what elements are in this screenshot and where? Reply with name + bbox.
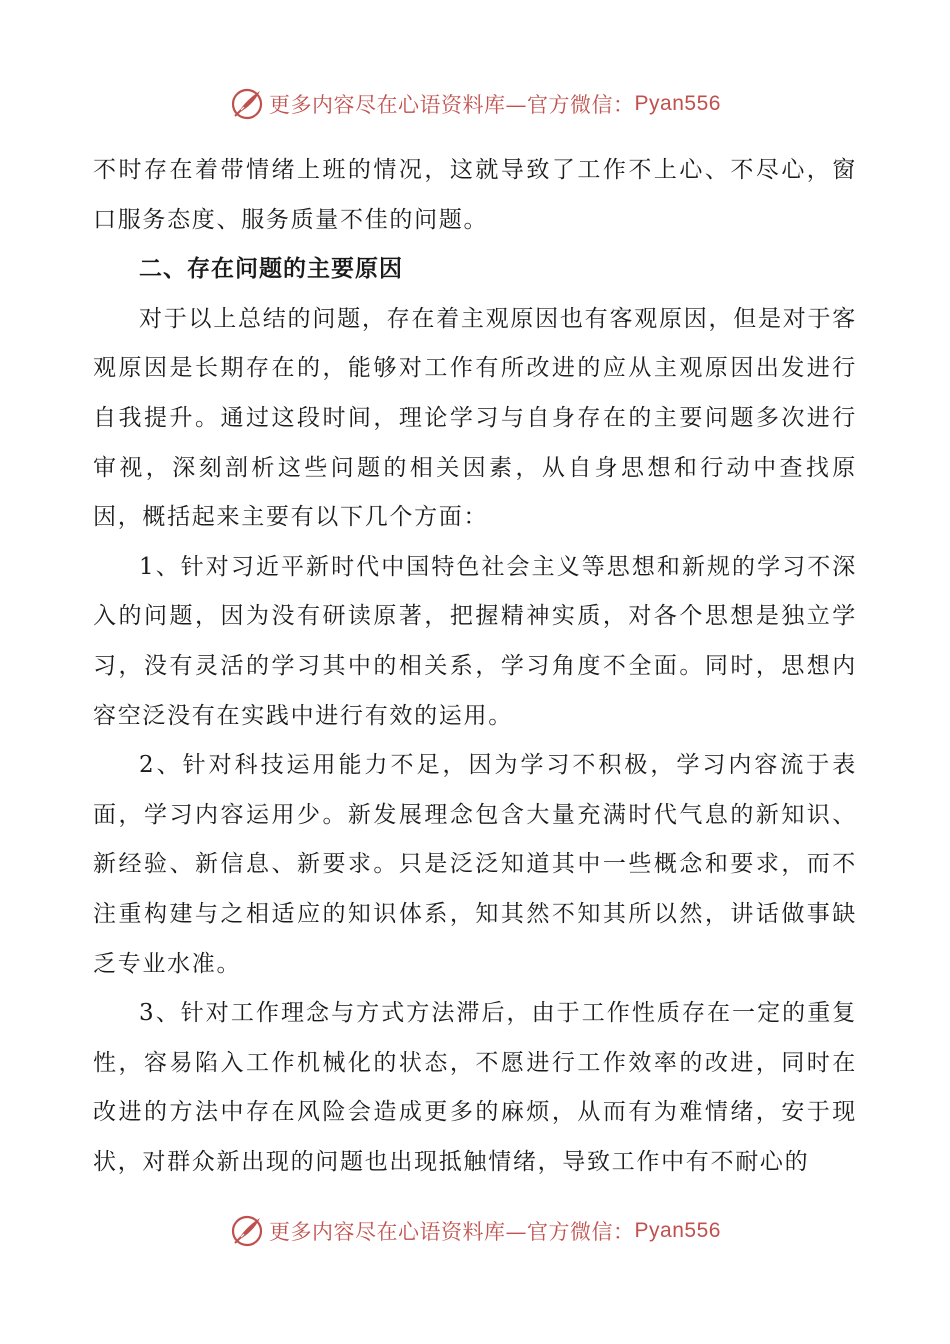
- section-heading: 二、存在问题的主要原因: [139, 256, 403, 283]
- watermark-wechat-id: Pyan556: [634, 1219, 721, 1242]
- list-item-2: 2、针对科技运用能力不足，因为学习不积极，学习内容流于表面，学习内容运用少。新发展理念包含大量充满时代气息的新知识、新经验、新信息、新要求。只是泛泛知道其中一些概念和要求，而不注重构建与之相适应的知识体系，知其然不知其所以然，讲话做事缺乏专业水准。: [93, 752, 857, 977]
- list-item-3: 3、针对工作理念与方式方法滞后，由于工作性质存在一定的重复性，容易陷入工作机械化的状态，不愿进行工作效率的改进，同时在改进的方法中存在风险会造成更多的麻烦，从而有为难情绪，安于现状，对群众新出现的问题也出现抵触情绪，导致工作中有不耐心的: [93, 1000, 857, 1175]
- paragraph-continued: 不时存在着带情绪上班的情况，这就导致了工作不上心、不尽心，窗口服务态度、服务质量不佳的问题。: [93, 157, 857, 233]
- quill-logo-icon: [229, 86, 265, 122]
- watermark-text: 更多内容尽在心语资料库—官方微信：: [269, 1220, 635, 1244]
- footer-watermark: [0, 1211, 950, 1251]
- watermark-text: 更多内容尽在心语资料库—官方微信：: [269, 93, 635, 117]
- list-item-1: 1、针对习近平新时代中国特色社会主义等思想和新规的学习不深入的问题，因为没有研读原著，把握精神实质，对各个思想是独立学习，没有灵活的学习其中的相关系，学习角度不全面。同时，思想内容空泛没有在实践中进行有效的运用。: [93, 553, 857, 729]
- document-body: [93, 146, 857, 1187]
- header-watermark: [0, 84, 950, 124]
- quill-logo-icon: [229, 1213, 265, 1249]
- watermark-wechat-id: Pyan556: [634, 92, 721, 115]
- paragraph-intro: 对于以上总结的问题，存在着主观原因也有客观原因，但是对于客观原因是长期存在的，能够对工作有所改进的应从主观原因出发进行自我提升。通过这段时间，理论学习与自身存在的主要问题多次进行审视，深刻剖析这些问题的相关因素，从自身思想和行动中查找原因，概括起来主要有以下几个方面：: [93, 305, 857, 531]
